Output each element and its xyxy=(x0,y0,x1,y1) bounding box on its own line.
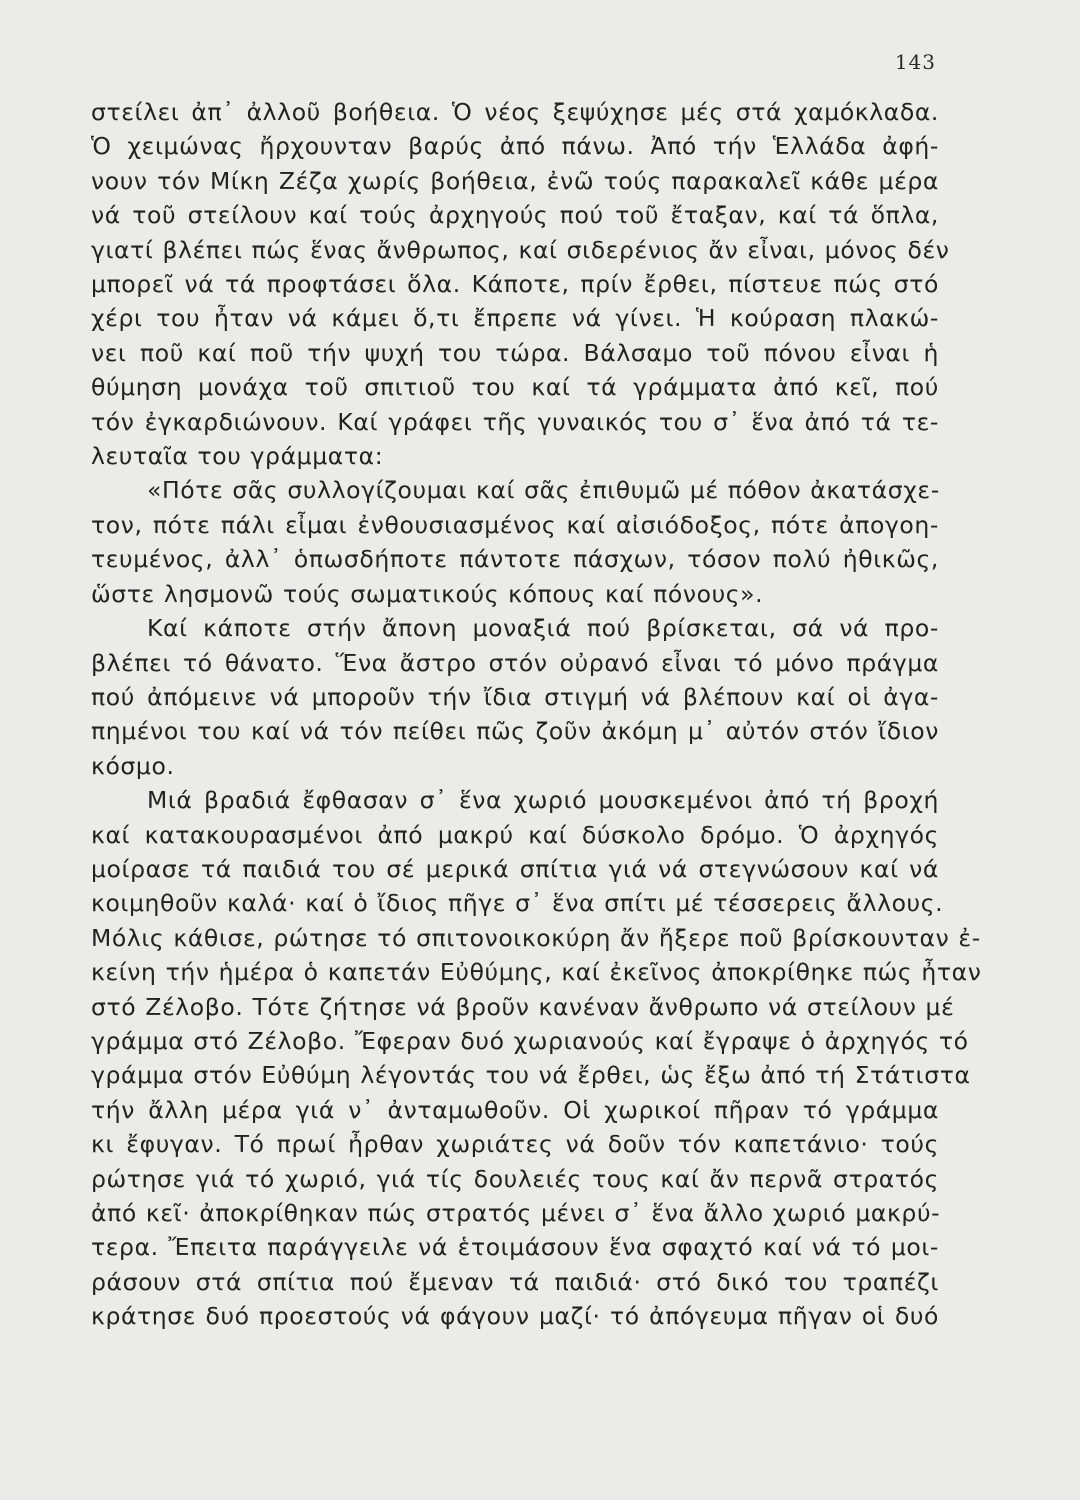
text-line: τόν ἐγκαρδιώνουν. Καί γράφει τῆς γυναικός του σ᾽ ἕνα ἀπό τά τε- xyxy=(91,407,939,436)
text-line: ἀπό κεῖ· ἀποκρίθηκαν πώς στρατός μένει σ᾽ ἕνα ἄλλο χωριό μακρύ- xyxy=(91,1199,941,1227)
text-line: ράσουν στά σπίτια πού ἔμεναν τά παιδιά· στό δικό του τραπέζι xyxy=(91,1267,939,1296)
page-text xyxy=(91,95,982,1334)
text-line: νά τοῦ στείλουν καί τούς ἀρχηγούς πού τοῦ ἔταξαν, καί τά ὅπλα, xyxy=(91,201,939,230)
text-line: στό Ζέλοβο. Τότε ζήτησε νά βροῦν κανέναν ἄνθρωπο νά στείλουν μέ xyxy=(91,992,955,1021)
quote-line: ὥστε λησμονῶ τούς σωματικούς κόπους καί πόνους». xyxy=(91,579,764,608)
text-line: Καί κάποτε στήν ἄπονη μοναξιά πού βρίσκεται, σά νά προ- xyxy=(147,614,939,643)
text-line: γράμμα στόν Εὐθύμη λέγοντάς του νά ἔρθει, ὡς ἔξω ἀπό τή Στάτιστα xyxy=(91,1061,971,1090)
quote-line: τον, πότε πάλι εἶμαι ἐνθουσιασμένος καί αἰσιόδοξος, πότε ἀπογοη- xyxy=(91,510,939,539)
text-line: βλέπει τό θάνατο. Ἕνα ἄστρο στόν οὐρανό εἶναι τό μόνο πράγμα xyxy=(91,648,939,677)
text-line: μοίρασε τά παιδιά του σέ μερικά σπίτια γιά νά στεγνώσουν καί νά xyxy=(91,854,939,883)
text-line: κράτησε δυό προεστούς νά φάγουν μαζί· τό ἀπόγευμα πῆγαν οἱ δυό xyxy=(91,1302,939,1331)
text-line: κοιμηθοῦν καλά· καί ὁ ἴδιος πῆγε σ᾽ ἕνα σπίτι μέ τέσσερεις ἄλλους. xyxy=(91,889,944,918)
text-line: νουν τόν Μίκη Ζέζα χωρίς βοήθεια, ἐνῶ τούς παρακαλεῖ κάθε μέρα xyxy=(91,166,939,195)
text-line: λευταῖα του γράμματα: xyxy=(91,442,384,471)
quote-line: «Πότε σᾶς συλλογίζουμαι καί σᾶς ἐπιθυμῶ μέ πόθον ἀκατάσχε- xyxy=(147,476,940,505)
page-number: 143 xyxy=(894,50,936,74)
text-line: χέρι του ἦταν νά κάμει ὅ,τι ἔπρεπε νά γίνει. Ἡ κούραση πλακώ- xyxy=(91,304,939,333)
text-line: μπορεῖ νά τά προφτάσει ὅλα. Κάποτε, πρίν ἔρθει, πίστευε πώς στό xyxy=(91,270,939,299)
quote-line: τευμένος, ἀλλ᾽ ὁπωσδήποτε πάντοτε πάσχων, τόσον πολύ ἠθικῶς, xyxy=(91,545,939,574)
text-line: τήν ἄλλη μέρα γιά ν᾽ ἀνταμωθοῦν. Οἱ χωρικοί πῆραν τό γράμμα xyxy=(91,1095,939,1124)
text-line: γράμμα στό Ζέλοβο. Ἔφεραν δυό χωριανούς καί ἔγραψε ὁ ἀρχηγός τό xyxy=(91,1026,969,1055)
text-line: κι ἔφυγαν. Τό πρωί ἦρθαν χωριάτες νά δοῦν τόν καπετάνιο· τούς xyxy=(91,1130,939,1159)
text-line: νει ποῦ καί ποῦ τήν ψυχή του τώρα. Βάλσαμο τοῦ πόνου εἶναι ἡ xyxy=(91,338,939,367)
text-line: γιατί βλέπει πώς ἕνας ἄνθρωπος, καί σιδερένιος ἄν εἶναι, μόνος δέν xyxy=(91,235,950,264)
text-line: πημένοι του καί νά τόν πείθει πῶς ζοῦν ἀκόμη μ᾽ αὐτόν στόν ἴδιον xyxy=(91,717,939,746)
text-line: θύμηση μονάχα τοῦ σπιτιοῦ του καί τά γράμματα ἀπό κεῖ, πού xyxy=(91,373,939,402)
text-line: πού ἀπόμεινε νά μποροῦν τήν ἴδια στιγμή νά βλέπουν καί οἱ ἀγα- xyxy=(91,682,939,711)
text-line: στείλει ἀπ᾽ ἀλλοῦ βοήθεια. Ὁ νέος ξεψύχησε μές στά χαμόκλαδα. xyxy=(91,98,939,126)
text-line: κείνη τήν ἡμέρα ὁ καπετάν Εὐθύμης, καί ἐκεῖνος ἀποκρίθηκε πώς ἦταν xyxy=(91,958,982,987)
text-line: καί κατακουρασμένοι ἀπό μακρύ καί δύσκολο δρόμο. Ὁ ἀρχηγός xyxy=(91,820,939,849)
text-line: Μόλις κάθισε, ρώτησε τό σπιτονοικοκύρη ἄν ἤξερε ποῦ βρίσκουνταν ἐ- xyxy=(91,923,981,952)
text-line: Μιά βραδιά ἔφθασαν σ᾽ ἕνα χωριό μουσκεμένοι ἀπό τή βροχή xyxy=(147,786,939,815)
text-line: ρώτησε γιά τό χωριό, γιά τίς δουλειές τους καί ἄν περνᾶ στρατός xyxy=(91,1164,939,1193)
text-line: κόσμο. xyxy=(91,751,175,780)
text-line: Ὁ χειμώνας ἤρχουνταν βαρύς ἀπό πάνω. Ἀπό τήν Ἑλλάδα ἀφή- xyxy=(91,132,939,161)
text-line: τερα. Ἔπειτα παράγγειλε νά ἑτοιμάσουν ἕνα σφαχτό καί νά τό μοι- xyxy=(91,1233,939,1262)
